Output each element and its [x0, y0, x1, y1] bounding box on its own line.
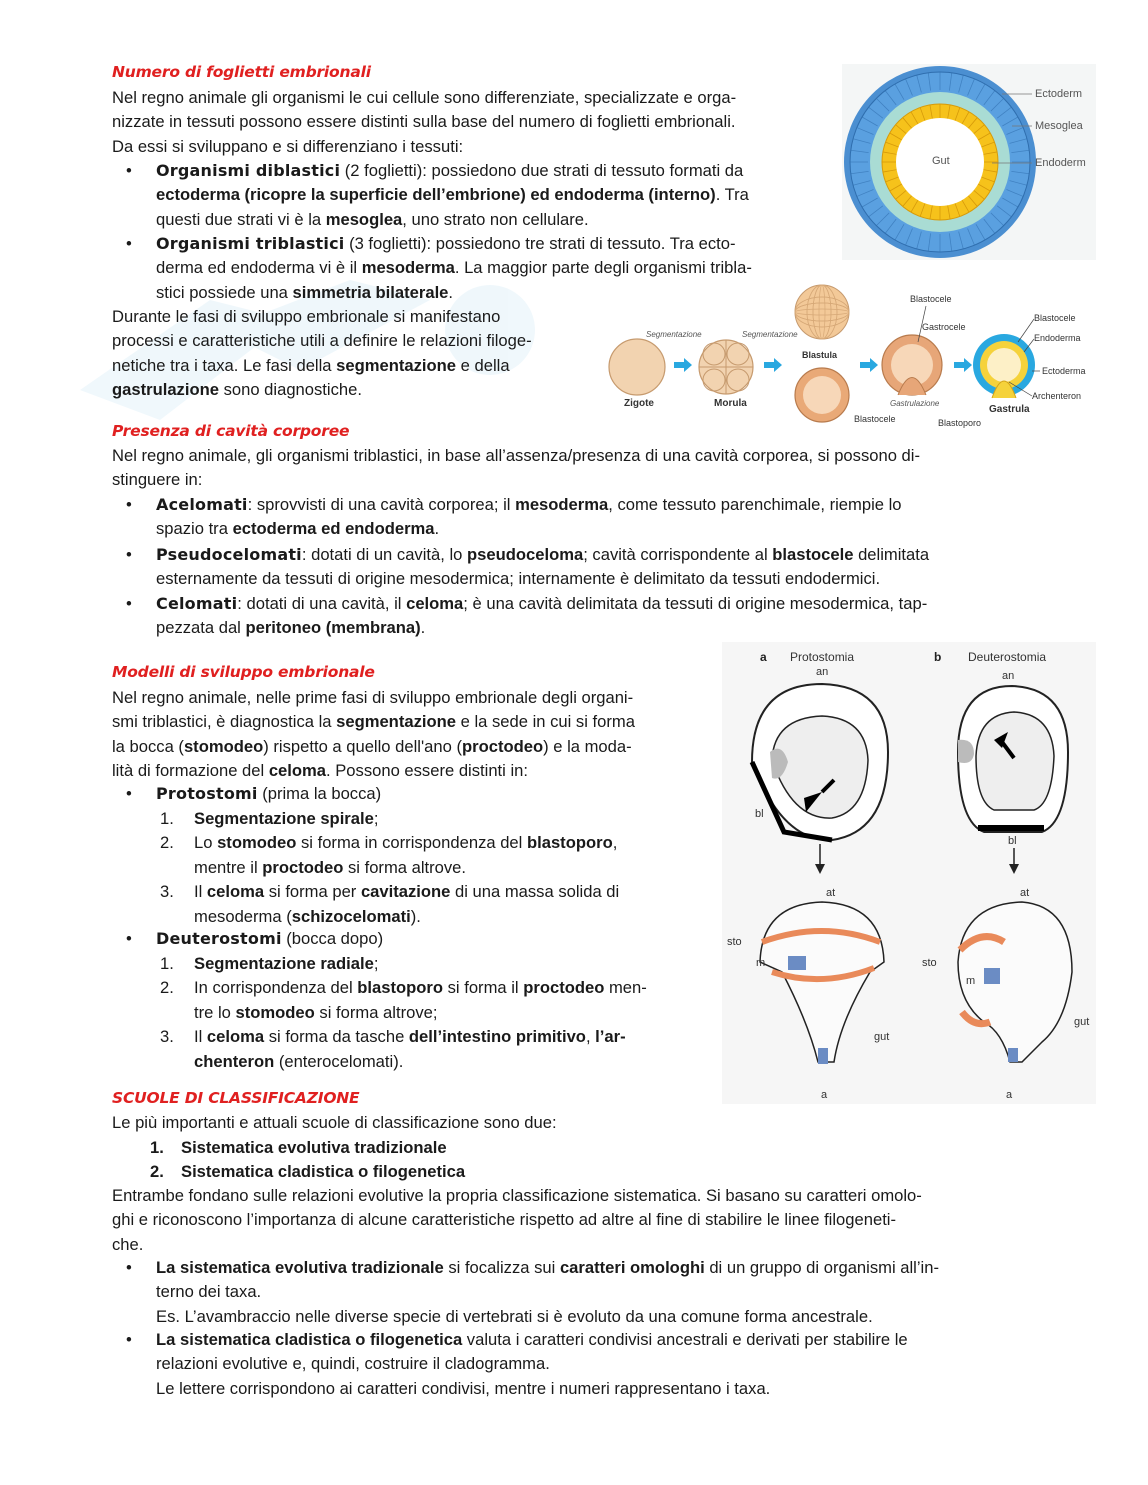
label-blastoporo: Blastoporo: [938, 418, 982, 428]
label-an-right: an: [1002, 670, 1015, 682]
label-at-left: at: [826, 887, 836, 899]
label-zigote: Zigote: [624, 398, 654, 409]
bullet-triblastici: • Organismi triblastici (3 foglietti): possiedono tre strati di tessuto. Tra ecto- derma ed endoderma vi è il mesoderma. La maggior parte degli organismi tribla- stici possiede una simmetria bilaterale.: [156, 232, 752, 305]
bullet-cladistica: • La sistematica cladistica o filogenetica valuta i caratteri condivisi ancestrali e derivati per stabilire le relazioni evolutive e, quindi, costruire il cladogramma. Le lettere corrispondono ai caratteri condivisi, mentre i numeri rappresentano i taxa.: [156, 1328, 908, 1401]
bullet-acelomati: • Acelomati: sprovvisti di una cavità corporea; il mesoderma, come tessuto parenchimale, riempie lo spazio tra ectoderma ed endoderma.: [156, 493, 902, 542]
label-gut: Gut: [932, 155, 950, 167]
label-m-right: m: [966, 975, 976, 987]
label-ectoderma: Ectoderma: [1042, 366, 1086, 376]
heading-modelli: Modelli di sviluppo embrionale: [112, 663, 375, 681]
label-anus-right: a: [1006, 1089, 1013, 1101]
label-blastula: Blastula: [802, 350, 838, 360]
bullet-celomati: • Celomati: dotati di una cavità, il celoma; è una cavità delimitata da tessuti di origine mesodermica, tap- pezzata dal peritoneo (membrana).: [156, 592, 927, 641]
label-a: a: [760, 650, 767, 664]
label-gastrocele: Gastrocele: [922, 322, 966, 332]
deuterostomi-list: 1. Segmentazione radiale; 2. In corrispondenza del blastoporo si forma il proctodeo men- tre lo stomodeo si forma altrove; 3. Il celoma si forma da tasche dell’intestino primitivo, l’ar- chenteron (enterocelomati).: [160, 954, 647, 1071]
bullet-deuterostomi: • Deuterostomi (bocca dopo): [156, 927, 383, 951]
label-mesoglea: Mesoglea: [1035, 120, 1083, 132]
heading-scuole: SCUOLE DI CLASSIFICAZIONE: [112, 1089, 360, 1107]
label-gut-right: gut: [1074, 1016, 1090, 1028]
label-blastocele-top: Blastocele: [910, 294, 952, 304]
label-endoderm: Endoderm: [1035, 157, 1086, 169]
protostomi-list: 1. Segmentazione spirale; 2. Lo stomodeo si forma in corrispondenza del blastoporo, mentre il proctodeo si forma altrove. 3. Il celoma si forma per cavitazione di una massa solida di mesoderma (schizocelomati).: [160, 809, 620, 926]
bullet-pseudocelomati: • Pseudocelomati: dotati di un cavità, lo pseudoceloma; cavità corrispondente al blastocele delimitata esternamente da tessuti di origine mesodermica; internamente è delimitato da tessuti endodermici.: [156, 543, 929, 592]
label-seg1: Segmentazione: [646, 330, 702, 339]
bullet-evolutiva: • La sistematica evolutiva tradizionale si focalizza sui caratteri omologhi di un gruppo di organismi all’in- terno dei taxa. Es. L’avambraccio nelle diverse specie di vertebrati si è evoluto da una comune forma ancestrale.: [156, 1256, 939, 1329]
label-ectoderm: Ectoderm: [1035, 88, 1083, 100]
paragraph-modelli: Nel regno animale, nelle prime fasi di sviluppo embrionale degli organi- smi triblastici, è diagnostica la segmentazione e la sede in cui si forma la bocca (stomodeo) rispetto a quello dell'ano (proctodeo) e la moda- lità di formazione del celoma. Possono essere distinti in:: [112, 688, 635, 781]
bullet-diblastici: • Organismi diblastici (2 foglietti): possiedono due strati di tessuto formati da ectoderma (ricopre la superficie dell’embrione) ed endoderma (interno). Tra questi due strati vi è la mesoglea, uno strato non cellulare.: [156, 159, 749, 232]
protostomia-deuterostomia-figure: [722, 642, 1096, 1104]
morula-shape: [699, 340, 753, 394]
paragraph-fasi: Durante le fasi di sviluppo embrionale si manifestano processi e caratteristiche utili a definire le relazioni filoge- netiche tra i taxa. Le fasi della segmentazione e della gastrulazione sono diagnostiche.: [112, 307, 532, 400]
paragraph-cavita-intro: Nel regno animale, gli organismi triblastici, in base all’assenza/presenza di una cavità corporea, si possono di- stinguere in:: [112, 446, 920, 490]
label-protostomia: Protostomia: [790, 650, 855, 664]
label-at-right: at: [1020, 887, 1030, 899]
label-blastocele-r: Blastocele: [1034, 313, 1076, 323]
germ-layers-figure: [842, 64, 1096, 260]
scuole-list: 1. Sistematica evolutiva tradizionale 2. Sistematica cladistica o filogenetica: [150, 1138, 466, 1182]
label-bl-left: bl: [755, 808, 764, 820]
label-sto-right: sto: [922, 957, 937, 969]
label-sto-left: sto: [727, 936, 742, 948]
label-anus-left: a: [821, 1089, 828, 1101]
label-archenteron: Archenteron: [1032, 391, 1082, 401]
label-gastrulazione: Gastrulazione: [890, 399, 940, 408]
label-blastocele-bottom: Blastocele: [854, 414, 896, 424]
gastrulation-figure: [604, 282, 1096, 432]
label-gastrula: Gastrula: [989, 404, 1030, 415]
label-m-left: m: [756, 957, 766, 969]
label-morula: Morula: [714, 398, 747, 409]
label-bl-right: bl: [1008, 835, 1017, 847]
bullet-protostomi: • Protostomi (prima la bocca): [156, 782, 381, 806]
label-deuterostomia: Deuterostomia: [968, 650, 1047, 664]
paragraph-entrambe: Entrambe fondano sulle relazioni evolutive la propria classificazione sistematica. Si basano su caratteri omolo- ghi e riconoscono l’importanza di alcune caratteristiche rispetto ad altre al fine di stabilire le linee filogeneti- che.: [112, 1186, 922, 1254]
label-gut-left: gut: [874, 1031, 890, 1043]
paragraph-intro: Nel regno animale gli organismi le cui cellule sono differenziate, specializzate e orga- nizzate in tessuti possono essere distinti sulla base del numero di foglietti embrionali. Da essi si sviluppano e si differenziano i tessuti:: [112, 88, 737, 156]
heading-cavita: Presenza di cavità corporee: [112, 422, 350, 440]
paragraph-scuole-intro: Le più importanti e attuali scuole di classificazione sono due:: [112, 1113, 557, 1132]
label-b: b: [934, 650, 942, 664]
label-an-left: an: [816, 666, 829, 678]
label-endoderma: Endoderma: [1034, 333, 1081, 343]
label-seg2: Segmentazione: [742, 330, 798, 339]
heading-foglietti: Numero di foglietti embrionali: [112, 63, 371, 81]
